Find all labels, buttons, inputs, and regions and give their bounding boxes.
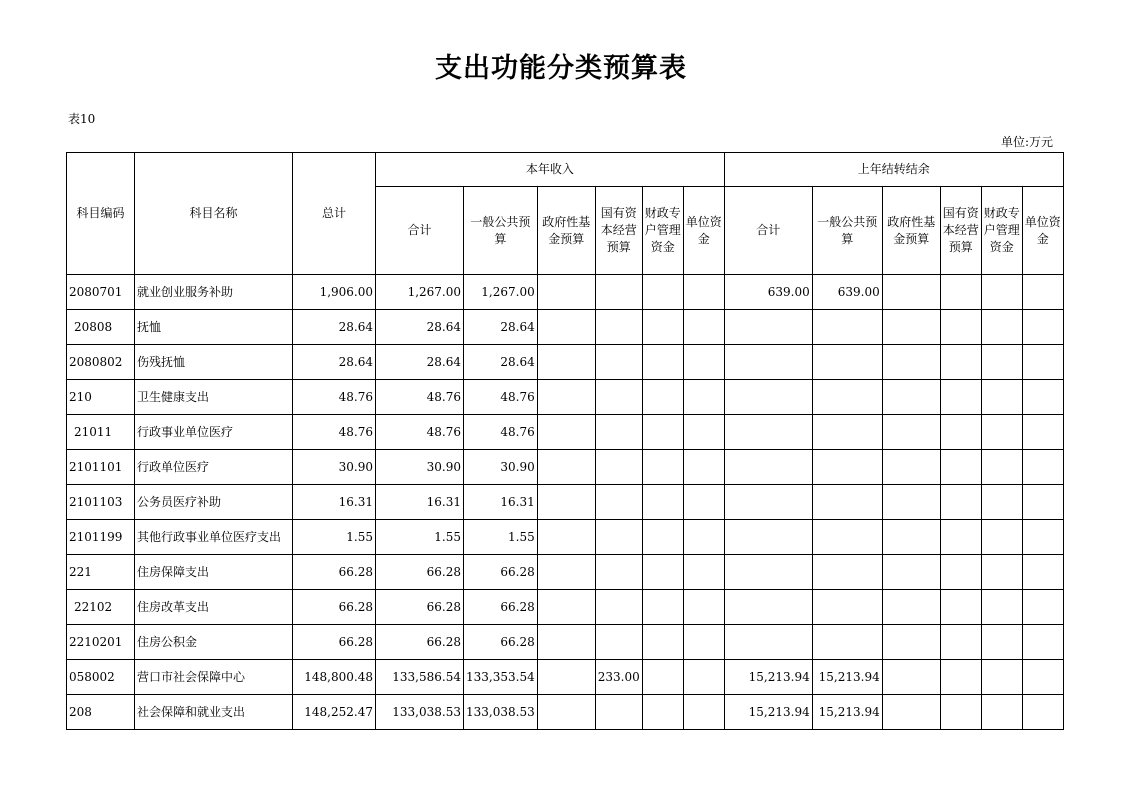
cell-name: 行政单位医疗 xyxy=(135,450,293,485)
cell-cur-general: 66.28 xyxy=(464,625,538,660)
cell-cur-fiscal-special xyxy=(642,555,683,590)
cell-cur-gov-fund xyxy=(537,275,595,310)
cell-cur-state-capital xyxy=(595,345,642,380)
cell-cur-gov-fund xyxy=(537,590,595,625)
cell-name: 社会保障和就业支出 xyxy=(135,695,293,730)
cell-prev-state-capital xyxy=(940,345,981,380)
cell-cur-state-capital xyxy=(595,450,642,485)
cell-cur-unit-fund xyxy=(683,415,724,450)
budget-table xyxy=(66,152,1064,730)
cell-cur-general: 16.31 xyxy=(464,485,538,520)
cell-total: 28.64 xyxy=(293,310,376,345)
cell-cur-subtotal: 133,038.53 xyxy=(376,695,464,730)
cell-total: 1.55 xyxy=(293,520,376,555)
cell-cur-general: 133,038.53 xyxy=(464,695,538,730)
header-prev-state-capital: 国有资本经营预算 xyxy=(940,187,981,275)
header-name: 科目名称 xyxy=(135,153,293,275)
table-row xyxy=(67,310,1064,345)
cell-cur-state-capital xyxy=(595,590,642,625)
header-cur-gov-fund: 政府性基金预算 xyxy=(537,187,595,275)
header-prev-gov-fund: 政府性基金预算 xyxy=(882,187,940,275)
cell-prev-fiscal-special xyxy=(981,415,1022,450)
cell-prev-general xyxy=(812,380,882,415)
cell-prev-subtotal xyxy=(724,380,812,415)
cell-prev-state-capital xyxy=(940,625,981,660)
cell-prev-gov-fund xyxy=(882,625,940,660)
cell-cur-general: 30.90 xyxy=(464,450,538,485)
cell-code: 21011 xyxy=(67,415,135,450)
cell-prev-state-capital xyxy=(940,660,981,695)
cell-total: 148,800.48 xyxy=(293,660,376,695)
cell-cur-fiscal-special xyxy=(642,695,683,730)
cell-prev-unit-fund xyxy=(1022,275,1063,310)
cell-prev-subtotal: 15,213.94 xyxy=(724,660,812,695)
cell-prev-fiscal-special xyxy=(981,590,1022,625)
cell-name: 卫生健康支出 xyxy=(135,380,293,415)
cell-prev-fiscal-special xyxy=(981,555,1022,590)
cell-cur-general: 48.76 xyxy=(464,380,538,415)
cell-total: 66.28 xyxy=(293,555,376,590)
cell-cur-gov-fund xyxy=(537,415,595,450)
cell-prev-subtotal xyxy=(724,590,812,625)
cell-prev-subtotal: 639.00 xyxy=(724,275,812,310)
cell-code: 2080802 xyxy=(67,345,135,380)
cell-prev-fiscal-special xyxy=(981,310,1022,345)
cell-prev-gov-fund xyxy=(882,695,940,730)
unit-label: 单位:万元 xyxy=(1000,135,1053,149)
cell-cur-general: 28.64 xyxy=(464,310,538,345)
cell-prev-unit-fund xyxy=(1022,415,1063,450)
cell-prev-unit-fund xyxy=(1022,310,1063,345)
cell-cur-gov-fund xyxy=(537,625,595,660)
cell-prev-fiscal-special xyxy=(981,450,1022,485)
table-row xyxy=(67,590,1064,625)
cell-prev-general xyxy=(812,310,882,345)
cell-code: 2210201 xyxy=(67,625,135,660)
cell-prev-unit-fund xyxy=(1022,485,1063,520)
cell-cur-general: 133,353.54 xyxy=(464,660,538,695)
header-prev-fiscal-special: 财政专户管理资金 xyxy=(981,187,1022,275)
cell-prev-unit-fund xyxy=(1022,345,1063,380)
cell-cur-unit-fund xyxy=(683,485,724,520)
cell-prev-subtotal xyxy=(724,415,812,450)
cell-cur-unit-fund xyxy=(683,520,724,555)
header-cur-state-capital: 国有资本经营预算 xyxy=(595,187,642,275)
cell-cur-gov-fund xyxy=(537,380,595,415)
cell-prev-gov-fund xyxy=(882,345,940,380)
cell-name: 营口市社会保障中心 xyxy=(135,660,293,695)
cell-cur-general: 28.64 xyxy=(464,345,538,380)
cell-prev-gov-fund xyxy=(882,660,940,695)
cell-total: 30.90 xyxy=(293,450,376,485)
cell-name: 其他行政事业单位医疗支出 xyxy=(135,520,293,555)
cell-cur-gov-fund xyxy=(537,345,595,380)
cell-prev-general xyxy=(812,450,882,485)
cell-cur-fiscal-special xyxy=(642,450,683,485)
cell-prev-general xyxy=(812,555,882,590)
cell-cur-subtotal: 1,267.00 xyxy=(376,275,464,310)
cell-cur-fiscal-special xyxy=(642,415,683,450)
cell-cur-gov-fund xyxy=(537,695,595,730)
cell-prev-fiscal-special xyxy=(981,345,1022,380)
cell-cur-unit-fund xyxy=(683,380,724,415)
cell-name: 住房改革支出 xyxy=(135,590,293,625)
cell-name: 住房公积金 xyxy=(135,625,293,660)
cell-code: 058002 xyxy=(67,660,135,695)
cell-prev-general xyxy=(812,415,882,450)
cell-cur-subtotal: 30.90 xyxy=(376,450,464,485)
cell-code: 22102 xyxy=(67,590,135,625)
cell-cur-gov-fund xyxy=(537,310,595,345)
cell-cur-gov-fund xyxy=(537,660,595,695)
cell-prev-gov-fund xyxy=(882,415,940,450)
table-row xyxy=(67,695,1064,730)
cell-cur-subtotal: 48.76 xyxy=(376,415,464,450)
table-row xyxy=(67,275,1064,310)
cell-cur-unit-fund xyxy=(683,625,724,660)
table-row xyxy=(67,520,1064,555)
cell-cur-fiscal-special xyxy=(642,310,683,345)
header-prev-unit-fund: 单位资金 xyxy=(1022,187,1063,275)
cell-prev-gov-fund xyxy=(882,275,940,310)
header-code: 科目编码 xyxy=(67,153,135,275)
cell-prev-state-capital xyxy=(940,695,981,730)
cell-prev-unit-fund xyxy=(1022,380,1063,415)
cell-prev-state-capital xyxy=(940,415,981,450)
cell-prev-subtotal xyxy=(724,555,812,590)
cell-cur-subtotal: 66.28 xyxy=(376,590,464,625)
cell-prev-general xyxy=(812,520,882,555)
cell-cur-state-capital xyxy=(595,555,642,590)
cell-cur-gov-fund xyxy=(537,450,595,485)
cell-prev-fiscal-special xyxy=(981,660,1022,695)
header-prev-general: 一般公共预算 xyxy=(812,187,882,275)
header-cur-general: 一般公共预算 xyxy=(464,187,538,275)
cell-code: 208 xyxy=(67,695,135,730)
table-row xyxy=(67,485,1064,520)
cell-cur-general: 1,267.00 xyxy=(464,275,538,310)
cell-prev-state-capital xyxy=(940,590,981,625)
cell-prev-fiscal-special xyxy=(981,275,1022,310)
cell-name: 住房保障支出 xyxy=(135,555,293,590)
cell-prev-subtotal xyxy=(724,310,812,345)
cell-prev-general: 15,213.94 xyxy=(812,695,882,730)
table-row xyxy=(67,345,1064,380)
cell-prev-subtotal: 15,213.94 xyxy=(724,695,812,730)
cell-cur-general: 66.28 xyxy=(464,590,538,625)
cell-name: 伤残抚恤 xyxy=(135,345,293,380)
cell-cur-gov-fund xyxy=(537,520,595,555)
cell-prev-subtotal xyxy=(724,625,812,660)
cell-cur-state-capital xyxy=(595,485,642,520)
cell-prev-state-capital xyxy=(940,520,981,555)
cell-name: 行政事业单位医疗 xyxy=(135,415,293,450)
header-total: 总计 xyxy=(293,153,376,275)
table-row xyxy=(67,380,1064,415)
cell-prev-gov-fund xyxy=(882,520,940,555)
cell-cur-general: 48.76 xyxy=(464,415,538,450)
cell-code: 2101101 xyxy=(67,450,135,485)
cell-code: 2101103 xyxy=(67,485,135,520)
cell-cur-fiscal-special xyxy=(642,485,683,520)
cell-cur-fiscal-special xyxy=(642,625,683,660)
cell-prev-gov-fund xyxy=(882,310,940,345)
cell-cur-fiscal-special xyxy=(642,345,683,380)
cell-prev-unit-fund xyxy=(1022,520,1063,555)
header-current-income: 本年收入 xyxy=(376,153,725,187)
cell-prev-state-capital xyxy=(940,450,981,485)
cell-cur-gov-fund xyxy=(537,485,595,520)
cell-cur-fiscal-special xyxy=(642,275,683,310)
cell-cur-unit-fund xyxy=(683,555,724,590)
cell-code: 221 xyxy=(67,555,135,590)
cell-prev-fiscal-special xyxy=(981,380,1022,415)
header-cur-subtotal: 合计 xyxy=(376,187,464,275)
cell-prev-gov-fund xyxy=(882,590,940,625)
cell-prev-state-capital xyxy=(940,555,981,590)
header-prev-subtotal: 合计 xyxy=(724,187,812,275)
cell-cur-unit-fund xyxy=(683,345,724,380)
cell-prev-fiscal-special xyxy=(981,695,1022,730)
cell-prev-subtotal xyxy=(724,520,812,555)
cell-cur-subtotal: 28.64 xyxy=(376,345,464,380)
cell-total: 1,906.00 xyxy=(293,275,376,310)
cell-prev-subtotal xyxy=(724,450,812,485)
cell-cur-subtotal: 66.28 xyxy=(376,555,464,590)
cell-cur-subtotal: 66.28 xyxy=(376,625,464,660)
cell-name: 就业创业服务补助 xyxy=(135,275,293,310)
header-carryover: 上年结转结余 xyxy=(724,153,1063,187)
cell-prev-unit-fund xyxy=(1022,590,1063,625)
cell-cur-general: 1.55 xyxy=(464,520,538,555)
cell-prev-state-capital xyxy=(940,310,981,345)
cell-prev-fiscal-special xyxy=(981,625,1022,660)
cell-prev-unit-fund xyxy=(1022,555,1063,590)
cell-cur-unit-fund xyxy=(683,310,724,345)
table-row xyxy=(67,625,1064,660)
cell-cur-state-capital xyxy=(595,275,642,310)
cell-cur-state-capital xyxy=(595,520,642,555)
table-number: 表10 xyxy=(68,112,96,126)
cell-cur-subtotal: 133,586.54 xyxy=(376,660,464,695)
cell-prev-general xyxy=(812,590,882,625)
table-row xyxy=(67,415,1064,450)
header-cur-unit-fund: 单位资金 xyxy=(683,187,724,275)
cell-prev-gov-fund xyxy=(882,380,940,415)
cell-cur-subtotal: 1.55 xyxy=(376,520,464,555)
cell-prev-gov-fund xyxy=(882,555,940,590)
cell-prev-unit-fund xyxy=(1022,625,1063,660)
cell-prev-fiscal-special xyxy=(981,485,1022,520)
cell-cur-fiscal-special xyxy=(642,520,683,555)
cell-cur-subtotal: 48.76 xyxy=(376,380,464,415)
header-cur-fiscal-special: 财政专户管理资金 xyxy=(642,187,683,275)
cell-prev-unit-fund xyxy=(1022,660,1063,695)
cell-prev-general: 15,213.94 xyxy=(812,660,882,695)
cell-total: 16.31 xyxy=(293,485,376,520)
cell-cur-unit-fund xyxy=(683,450,724,485)
cell-total: 48.76 xyxy=(293,380,376,415)
cell-prev-gov-fund xyxy=(882,450,940,485)
page-title: 支出功能分类预算表 xyxy=(435,53,687,84)
cell-cur-subtotal: 16.31 xyxy=(376,485,464,520)
cell-total: 66.28 xyxy=(293,590,376,625)
cell-prev-state-capital xyxy=(940,485,981,520)
cell-prev-general xyxy=(812,625,882,660)
cell-cur-fiscal-special xyxy=(642,590,683,625)
cell-prev-state-capital xyxy=(940,275,981,310)
table-body xyxy=(67,275,1064,730)
cell-total: 48.76 xyxy=(293,415,376,450)
cell-total: 148,252.47 xyxy=(293,695,376,730)
cell-cur-fiscal-special xyxy=(642,380,683,415)
cell-cur-general: 66.28 xyxy=(464,555,538,590)
cell-code: 2101199 xyxy=(67,520,135,555)
cell-cur-state-capital: 233.00 xyxy=(595,660,642,695)
cell-cur-state-capital xyxy=(595,310,642,345)
cell-cur-unit-fund xyxy=(683,660,724,695)
table-row xyxy=(67,555,1064,590)
cell-code: 2080701 xyxy=(67,275,135,310)
cell-prev-fiscal-special xyxy=(981,520,1022,555)
cell-prev-unit-fund xyxy=(1022,695,1063,730)
cell-total: 28.64 xyxy=(293,345,376,380)
cell-cur-unit-fund xyxy=(683,590,724,625)
cell-prev-subtotal xyxy=(724,345,812,380)
table-row xyxy=(67,450,1064,485)
cell-prev-gov-fund xyxy=(882,485,940,520)
cell-prev-state-capital xyxy=(940,380,981,415)
cell-cur-state-capital xyxy=(595,625,642,660)
cell-cur-state-capital xyxy=(595,380,642,415)
cell-cur-state-capital xyxy=(595,415,642,450)
cell-prev-general: 639.00 xyxy=(812,275,882,310)
cell-cur-gov-fund xyxy=(537,555,595,590)
cell-cur-fiscal-special xyxy=(642,660,683,695)
cell-name: 抚恤 xyxy=(135,310,293,345)
table-row xyxy=(67,660,1064,695)
cell-cur-state-capital xyxy=(595,695,642,730)
cell-prev-general xyxy=(812,345,882,380)
cell-prev-unit-fund xyxy=(1022,450,1063,485)
cell-code: 20808 xyxy=(67,310,135,345)
cell-name: 公务员医疗补助 xyxy=(135,485,293,520)
cell-code: 210 xyxy=(67,380,135,415)
cell-prev-general xyxy=(812,485,882,520)
cell-prev-subtotal xyxy=(724,485,812,520)
cell-cur-unit-fund xyxy=(683,695,724,730)
cell-cur-subtotal: 28.64 xyxy=(376,310,464,345)
cell-total: 66.28 xyxy=(293,625,376,660)
cell-cur-unit-fund xyxy=(683,275,724,310)
